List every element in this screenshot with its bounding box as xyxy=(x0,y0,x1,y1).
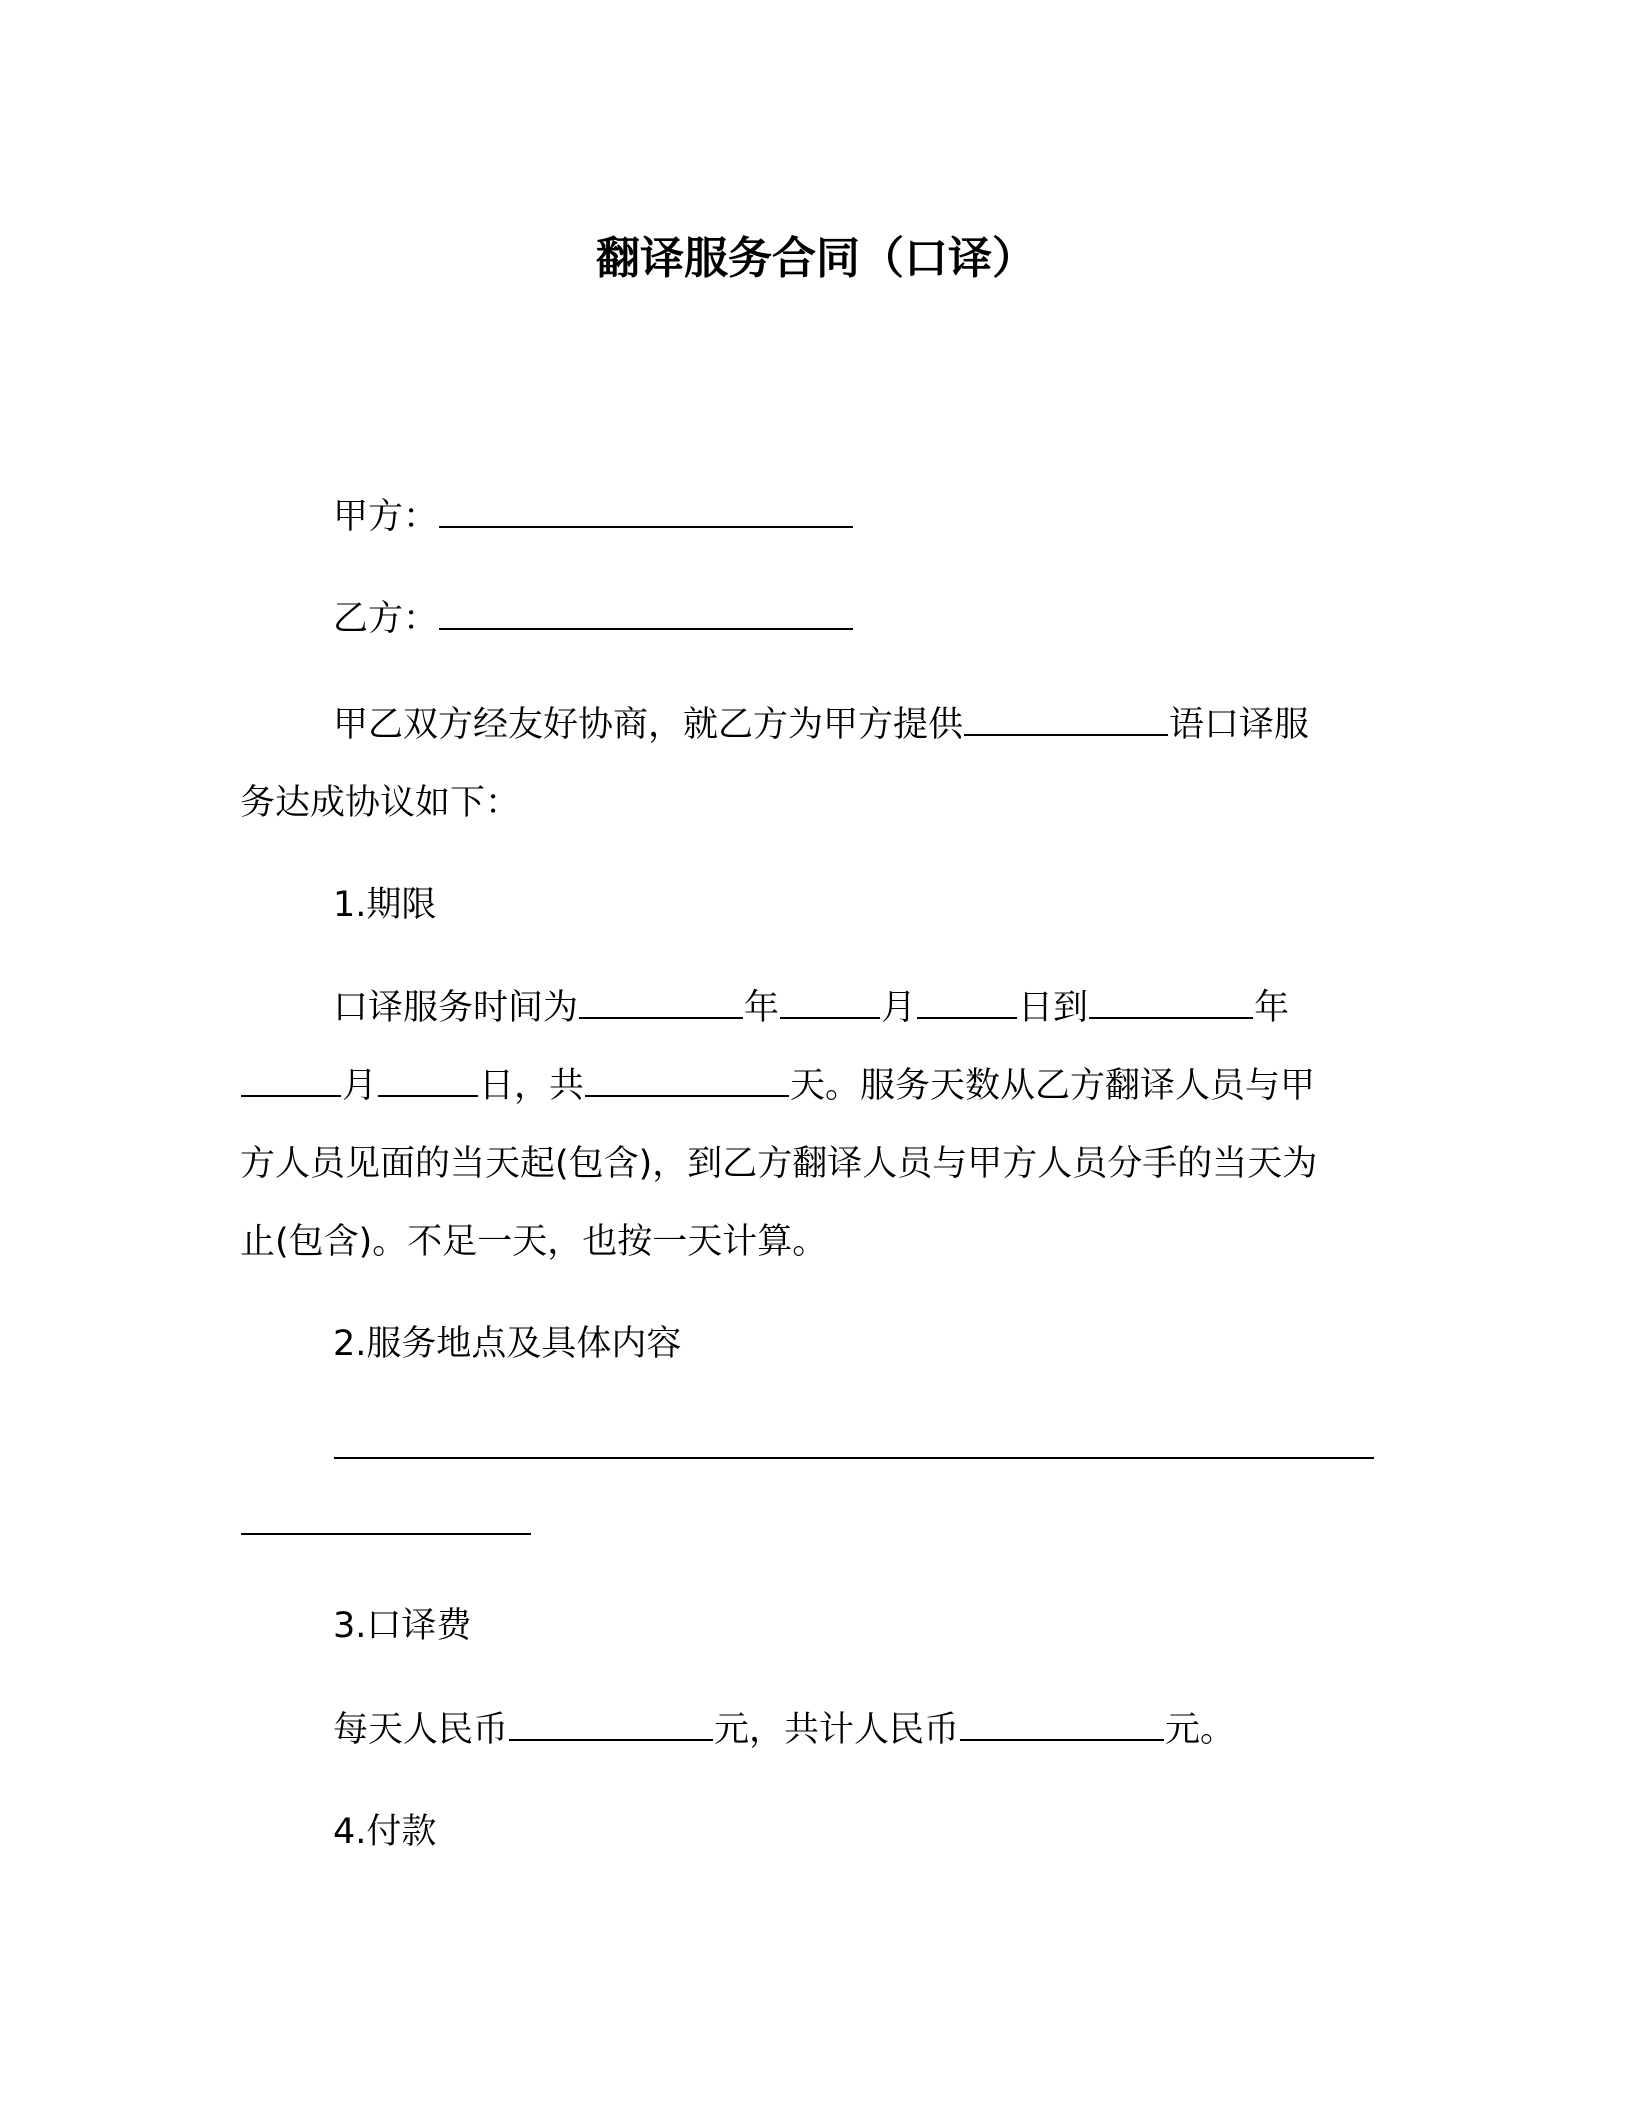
section-3-heading: 3.口译费 xyxy=(333,1606,472,1646)
service-content-blank-1[interactable] xyxy=(334,1427,1374,1459)
fee-text-b: 元，共计人民币 xyxy=(714,1710,960,1750)
section-1-line-3: 方人员见面的当天起(包含)，到乙方翻译人员与甲方人员分手的当天为 xyxy=(240,1144,1318,1184)
start-year-blank[interactable] xyxy=(579,987,743,1019)
section-2-blank-line-1 xyxy=(333,1426,1375,1470)
party-a-line xyxy=(333,495,854,539)
section-4-heading: 4.付款 xyxy=(333,1812,437,1852)
section-1-line-1 xyxy=(333,986,1289,1030)
start-month-blank[interactable] xyxy=(780,987,880,1019)
section-2-heading: 2.服务地点及具体内容 xyxy=(333,1324,682,1364)
intro-line-2: 务达成协议如下： xyxy=(240,783,521,823)
period-text-c: 月 xyxy=(881,988,917,1028)
end-month-blank[interactable] xyxy=(241,1065,341,1097)
section-3-line-1 xyxy=(333,1708,1235,1752)
intro-text-1: 甲乙双方经友好协商，就乙方为甲方提供 xyxy=(333,705,964,745)
start-day-blank[interactable] xyxy=(917,987,1017,1019)
section-2-blank-line-2 xyxy=(240,1502,532,1546)
total-days-blank[interactable] xyxy=(585,1065,789,1097)
language-blank[interactable] xyxy=(964,704,1168,736)
period-text-f: 月 xyxy=(342,1066,378,1106)
section-1-line-2 xyxy=(240,1064,1315,1108)
end-year-blank[interactable] xyxy=(1089,987,1253,1019)
period-text-d: 日到 xyxy=(1018,988,1089,1028)
document-title: 翻译服务合同（口译） xyxy=(596,233,1036,284)
party-b-line xyxy=(333,597,854,641)
period-text-g: 日，共 xyxy=(479,1066,585,1106)
intro-line-1 xyxy=(333,703,1309,747)
period-text-a: 口译服务时间为 xyxy=(333,988,579,1028)
fee-text-c: 元。 xyxy=(1165,1710,1236,1750)
end-day-blank[interactable] xyxy=(378,1065,478,1097)
fee-text-a: 每天人民币 xyxy=(333,1710,509,1750)
period-text-b: 年 xyxy=(744,988,780,1028)
daily-fee-blank[interactable] xyxy=(509,1709,713,1741)
intro-text-2: 语口译服 xyxy=(1169,705,1310,745)
party-a-label: 甲方： xyxy=(333,497,439,537)
period-text-h: 天。服务天数从乙方翻译人员与甲 xyxy=(790,1066,1316,1106)
period-text-e: 年 xyxy=(1254,988,1290,1028)
party-b-label: 乙方： xyxy=(333,599,439,639)
total-fee-blank[interactable] xyxy=(960,1709,1164,1741)
party-a-blank[interactable] xyxy=(439,496,853,528)
section-1-heading: 1.期限 xyxy=(333,885,437,925)
section-1-line-4: 止(包含)。不足一天，也按一天计算。 xyxy=(240,1222,828,1262)
party-b-blank[interactable] xyxy=(439,598,853,630)
service-content-blank-2[interactable] xyxy=(241,1503,531,1535)
